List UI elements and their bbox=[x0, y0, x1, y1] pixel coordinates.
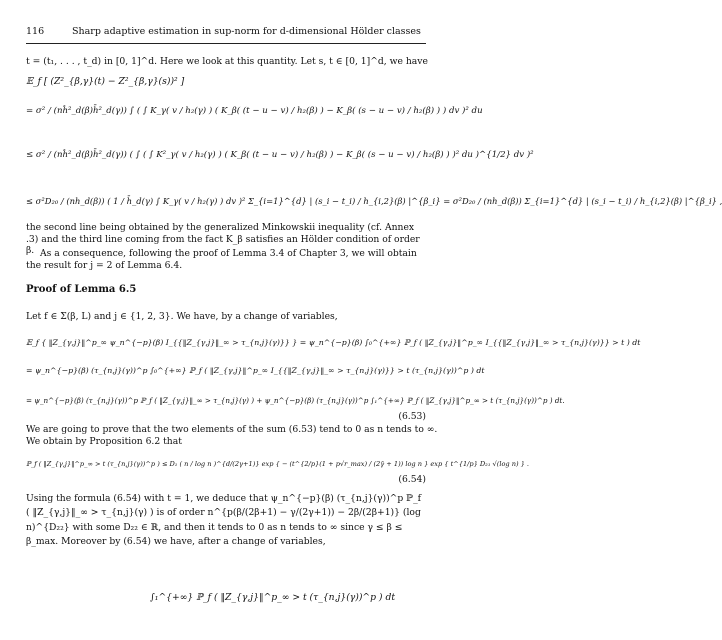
eq2-line2: = ψ_n^{−p}(β) (τ_{n,j}(γ))^p ∫₀^{+∞} ℙ_f ( ‖Z_{γ,j}‖^p_∞ I_{{‖Z_{γ,j}‖_∞ > τ_{n,j}(γ)}} > t (τ_{n,j}(γ))^p ) dt bbox=[26, 366, 485, 375]
eq1-line2: ≤ σ² / (nĥ²_d(β)h̄²_d(γ)) ( ∫ ( ∫ K²_γ( v / h₂(γ) ) ( K_β( (t − u − v) / h₂(β) ) − K_β( (s − u − v) / h₂(β) ) )² du )^{1/2} dv )² bbox=[26, 150, 534, 160]
eq1-line1: = σ² / (nĥ²_d(β)h̄²_d(γ)) ∫ ( ∫ K_γ( v / h₂(γ) ) ( K_β( (t − u − v) / h₂(β) ) − K_β( (s − u − v) / h₂(β) ) ) dv )² du bbox=[26, 106, 483, 116]
page-number: 116 bbox=[26, 26, 45, 37]
eq1-lhs: 𝔼_f [ (Z²_{β,γ}(t) − Z²_{β,γ}(s))² ] bbox=[26, 76, 185, 87]
eq-number-654: (6.54) bbox=[398, 474, 426, 485]
eq3: ℙ_f ( ‖Z_{γ,j}‖^p_∞ > t (τ_{n,j}(γ))^p ) ≤ D₁ ( n / log n )^{d/(2γ+1)} exp { − (t^{2/p}(1 + p√r_max) / (2γ̄ + 1)) log n } exp { t^{1/p} D₂₁ √(log n) } . bbox=[26, 460, 530, 468]
paragraph-4: We are going to prove that the two elements of the sum (6.53) tend to 0 as n tends to ∞. bbox=[26, 424, 438, 435]
running-title: Sharp adaptive estimation in sup-norm for d-dimensional Hölder classes bbox=[72, 26, 421, 37]
eq2-line3: = ψ_n^{−p}(β) (τ_{n,j}(γ))^p ℙ_f ( ‖Z_{γ,j}‖_∞ > τ_{n,j}(γ) ) + ψ_n^{−p}(β) (τ_{n,j}(γ))^p ∫₁^{+∞} ℙ_f ( ‖Z_{γ,j}‖^p_∞ > t (τ_{n,j}(γ))^p ) dt. bbox=[26, 396, 565, 405]
paragraph-3: Let f ∈ Σ(β, L) and j ∈ {1, 2, 3}. We have, by a change of variables, bbox=[26, 311, 338, 322]
eq2-line1: 𝔼_f { ‖Z_{γ,j}‖^p_∞ ψ_n^{−p}(β) I_{{‖Z_{γ,j}‖_∞ > τ_{n,j}(γ)}} } = ψ_n^{−p}(β) ∫₀^{+∞} ℙ_f ( ‖Z_{γ,j}‖^p_∞ I_{{‖Z_{γ,j}‖_∞ > τ_{n,j}(γ)}} > t ) dt bbox=[26, 338, 641, 347]
eq4: ∫₁^{+∞} ℙ_f ( ‖Z_{γ,j}‖^p_∞ > t (τ_{n,j}(γ))^p ) dt bbox=[150, 592, 396, 603]
page-header bbox=[26, 26, 426, 40]
proof-heading: Proof of Lemma 6.5 bbox=[26, 284, 137, 295]
eq1-line3: ≤ σ²D₂₀ / (nh_d(β)) ( 1 / h̄_d(γ) ∫ K_γ( v / h₂(γ) ) dv )² Σ_{i=1}^{d} | (s_i − t_i) / h_{i,2}(β) |^{β_i} = σ²D₂₀ / (nh_d(β)) Σ_{i=1}^{d} | (s_i − t_i) / h_{i,2}(β) |^{β_i} , bbox=[26, 196, 722, 206]
paragraph-2: As a consequence, following the proof of Lemma 3.4 of Chapter 3, we will obtain the result for j = 2 of Lemma 6.4. bbox=[26, 248, 417, 271]
paragraph-6: Using the formula (6.54) with t = 1, we deduce that ψ_n^{−p}(β) (τ_{n,j}(γ))^p ℙ_f ( ‖Z_{γ,j}‖_∞ > τ_{n,j}(γ) ) is of order n^{p(β/(2β+1) − γ/(2γ+1)) − 2β/(2β+1)} (log n)^{D₂₂} with some D₂₂ ∈ ℝ, and then it tends to 0 as n tends to ∞ since γ ≤ β ≤ β_max. Moreover by (6.54) we have, after a change of variables, bbox=[26, 493, 422, 547]
paragraph-5: We obtain by Proposition 6.2 that bbox=[26, 436, 182, 447]
paragraph-1: the second line being obtained by the generalized Minkowskii inequality (cf. Annex .3) and the third line coming from the fact K_β satisfies an Hölder condition of order β. bbox=[26, 222, 420, 256]
eq-number-653: (6.53) bbox=[398, 411, 426, 422]
header-rule bbox=[26, 43, 426, 44]
intro-line: t = (t₁, . . . , t_d) in [0, 1]^d. Here we look at this quantity. Let s, t ∈ [0, 1]^d, we have bbox=[26, 56, 428, 67]
